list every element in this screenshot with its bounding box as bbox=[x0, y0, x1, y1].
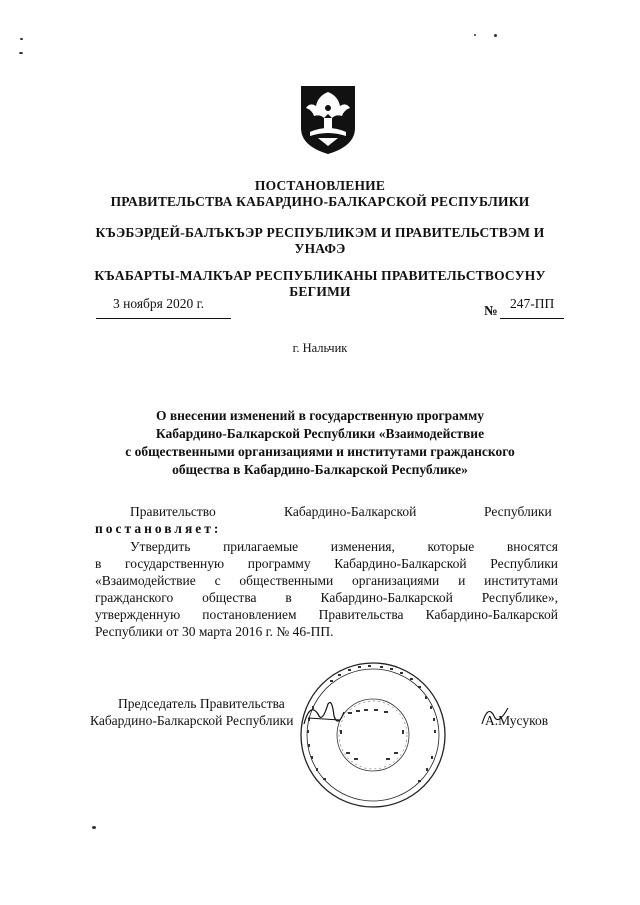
decree-word: постановляет: bbox=[95, 521, 222, 536]
handwritten-signature bbox=[300, 694, 346, 732]
document-type: ПОСТАНОВЛЕНИЕ bbox=[254, 178, 386, 193]
signature-stroke bbox=[480, 702, 510, 728]
city: г. Нальчик bbox=[292, 341, 348, 355]
official-seal bbox=[298, 660, 448, 810]
body-word-government: Правительство bbox=[130, 504, 216, 519]
number-underline bbox=[500, 318, 564, 319]
body-word-kbr: Кабардино-Балкарской bbox=[284, 504, 417, 519]
signatory-position-line1: Председатель Правительства bbox=[118, 696, 285, 711]
body-line-2: в государственную программу Кабардино-Балкарской Республики bbox=[95, 556, 558, 571]
issuer-russian: ПРАВИТЕЛЬСТВА КАБАРДИНО-БАЛКАРСКОЙ РЕСПУБЛИКИ bbox=[110, 194, 530, 209]
title-line-2: Кабардино-Балкарской Республики «Взаимодействие bbox=[155, 426, 485, 441]
signatory-position-line2: Кабардино-Балкарской Республики bbox=[90, 713, 294, 728]
scan-speck bbox=[494, 34, 497, 37]
signatory-name: А.Мусуков bbox=[485, 713, 549, 728]
body-line-3: «Взаимодействие с общественными организациями и институтами bbox=[95, 573, 558, 588]
issuer-balkar-line2: БЕГИМИ bbox=[289, 284, 351, 299]
body-line-1: Утвердить прилагаемые изменения, которые вносятся bbox=[130, 539, 558, 554]
title-line-1: О внесении изменений в государственную программу bbox=[155, 408, 485, 423]
scan-speck bbox=[20, 38, 23, 40]
title-line-3: с общественными организациями и институтами гражданского bbox=[125, 444, 515, 459]
body-line-4: гражданского общества в Кабардино-Балкарской Республике», bbox=[95, 590, 558, 605]
scan-speck bbox=[474, 34, 476, 36]
date-underline bbox=[96, 318, 231, 319]
coat-of-arms-emblem bbox=[298, 84, 358, 156]
decree-date: 3 ноября 2020 г. bbox=[113, 296, 205, 311]
scan-speck bbox=[92, 826, 96, 829]
scan-speck bbox=[19, 52, 23, 54]
body-line-6: Республики от 30 марта 2016 г. № 46-ПП. bbox=[95, 624, 334, 639]
issuer-kabardian-line1: КЪЭБЭРДЕЙ-БАЛЪКЪЭР РЕСПУБЛИКЭМ И ПРАВИТЕЛЬСТВЭМ И bbox=[95, 225, 545, 240]
body-line-5: утвержденную постановлением Правительства Кабардино-Балкарской bbox=[95, 607, 558, 622]
number-sign: № bbox=[484, 303, 498, 318]
body-word-republic: Республики bbox=[484, 504, 552, 519]
issuer-kabardian-line2: УНАФЭ bbox=[294, 241, 346, 256]
issuer-balkar-line1: КЪАБАРТЫ-МАЛКЪАР РЕСПУБЛИКАНЫ ПРАВИТЕЛЬСТВОСУНУ bbox=[94, 268, 546, 283]
title-line-4: общества в Кабардино-Балкарской Республике» bbox=[172, 462, 468, 477]
decree-number: 247-ПП bbox=[510, 296, 555, 311]
